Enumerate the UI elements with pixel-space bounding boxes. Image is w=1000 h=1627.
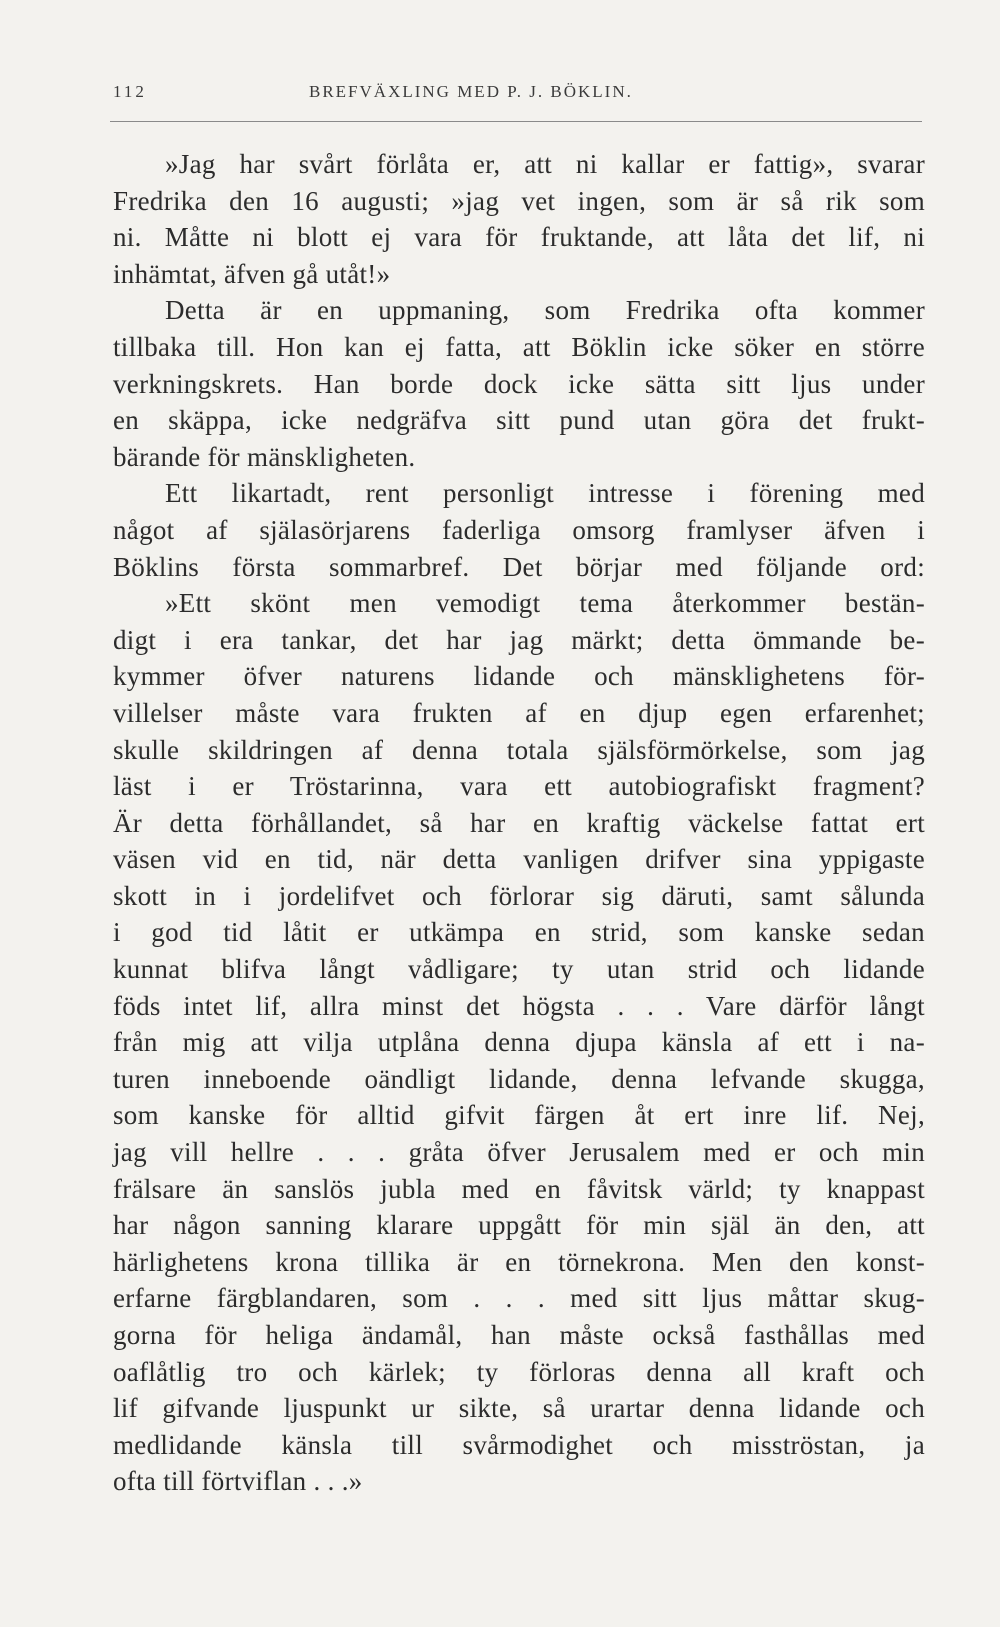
text-line: läst i er Tröstarinna, vara ett autobiografiskt fragment?: [113, 771, 925, 802]
page-number: 112: [113, 82, 147, 101]
text-line: väsen vid en tid, när detta vanligen drifver sina yppigaste: [113, 844, 925, 875]
text-line: Böklins första sommarbref. Det börjar med följande ord:: [113, 551, 925, 582]
text-line: Detta är en uppmaning, som Fredrika ofta kommer: [165, 295, 925, 326]
body-text: [113, 146, 925, 1500]
text-line: Fredrika den 16 augusti; »jag vet ingen, som är så rik som: [113, 185, 925, 216]
text-line: föds intet lif, allra minst det högsta . . . Vare därför långt: [113, 990, 925, 1021]
running-head: BREFVÄXLING MED P. J. BÖKLIN.: [309, 82, 633, 101]
text-line: frälsare än sanslös jubla med en fåvitsk värld; ty knappast: [113, 1173, 925, 1204]
text-line: medlidande känsla till svårmodighet och misströstan, ja: [113, 1429, 925, 1460]
text-line: kymmer öfver naturens lidande och mänsklighetens för-: [113, 661, 925, 692]
text-line: lif gifvande ljuspunkt ur sikte, så urartar denna lidande och: [113, 1393, 925, 1424]
text-line: härlighetens krona tillika är en törnekrona. Men den konst-: [113, 1246, 925, 1277]
text-line: »Ett skönt men vemodigt tema återkommer bestän-: [165, 588, 925, 619]
text-line: »Jag har svårt förlåta er, att ni kallar er fattig», svarar: [165, 149, 925, 179]
header-rule: [110, 121, 922, 122]
text-line: från mig att vilja utplåna denna djupa känsla af ett i na-: [113, 1027, 925, 1058]
page-header: [113, 78, 923, 108]
text-line: inhämtat, äfven gå utåt!»: [113, 258, 391, 289]
text-line: villelser måste vara frukten af en djup egen erfarenhet;: [113, 697, 925, 728]
text-line: kunnat blifva långt vådligare; ty utan strid och lidande: [113, 954, 925, 985]
text-line: har någon sanning klarare uppgått för min själ än den, att: [113, 1210, 925, 1241]
text-line: ofta till förtviflan . . .»: [113, 1466, 363, 1497]
text-line: Är detta förhållandet, så har en kraftig väckelse fattat ert: [113, 807, 925, 838]
text-line: bärande för mänskligheten.: [113, 441, 416, 472]
text-line: ni. Måtte ni blott ej vara för fruktande, att låta det lif, ni: [113, 222, 925, 253]
text-line: skott in i jordelifvet och förlorar sig däruti, samt sålunda: [113, 880, 925, 911]
text-line: en skäppa, icke nedgräfva sitt pund utan göra det frukt-: [113, 405, 925, 436]
text-line: verkningskrets. Han borde dock icke sätta sitt ljus under: [113, 368, 925, 399]
text-line: skulle skildringen af denna totala själsförmörkelse, som jag: [113, 734, 925, 765]
text-line: som kanske för alltid gifvit färgen åt ert inre lif. Nej,: [113, 1100, 925, 1131]
text-line: jag vill hellre . . . gråta öfver Jerusalem med er och min: [113, 1137, 925, 1168]
text-line: i god tid låtit er utkämpa en strid, som kanske sedan: [113, 917, 925, 948]
text-line: Ett likartadt, rent personligt intresse i förening med: [165, 478, 925, 509]
text-line: tillbaka till. Hon kan ej fatta, att Böklin icke söker en större: [113, 331, 925, 362]
text-line: erfarne färgblandaren, som . . . med sitt ljus måttar skug-: [113, 1283, 925, 1314]
text-line: turen inneboende oändligt lidande, denna lefvande skugga,: [113, 1063, 925, 1094]
text-line: oaflåtlig tro och kärlek; ty förloras denna all kraft och: [113, 1356, 925, 1387]
text-line: något af själasörjarens faderliga omsorg framlyser äfven i: [113, 514, 925, 545]
text-line: gorna för heliga ändamål, han måste också fasthållas med: [113, 1320, 925, 1350]
text-line: digt i era tankar, det har jag märkt; detta ömmande be-: [113, 624, 925, 655]
